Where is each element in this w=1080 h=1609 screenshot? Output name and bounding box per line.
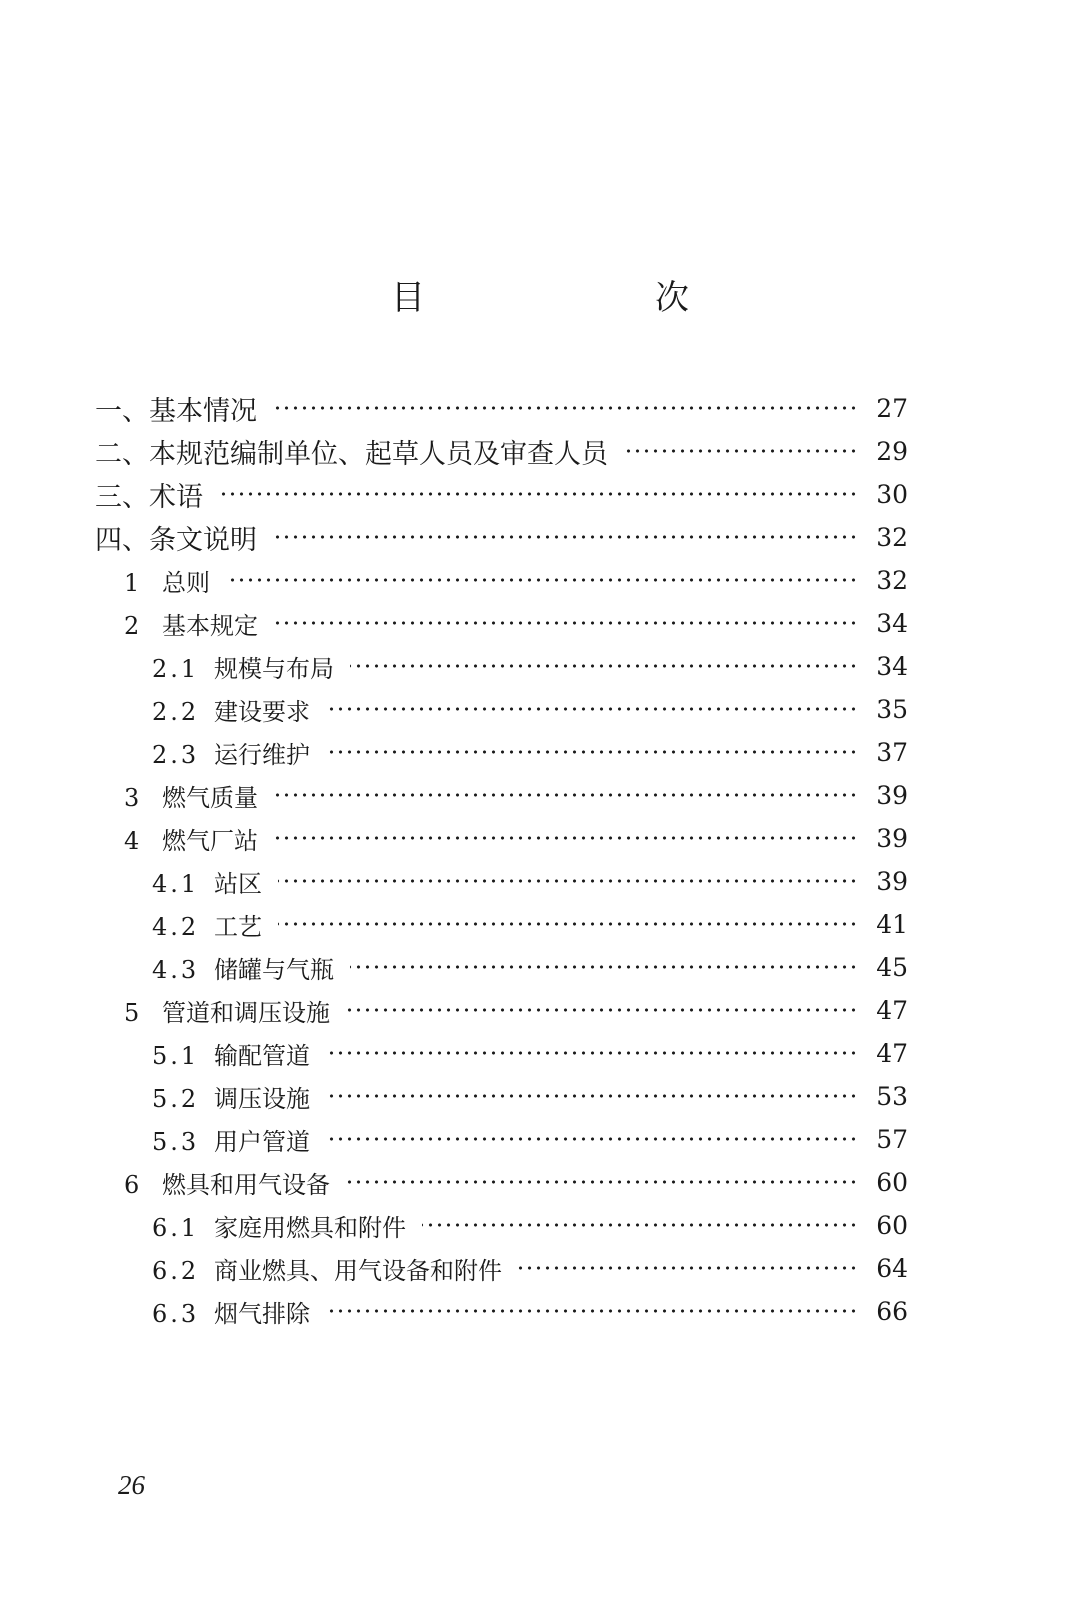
toc-entry-title: 一、基本情况 xyxy=(95,395,257,427)
toc-section-number: 2.3 xyxy=(152,740,200,769)
toc-entry[interactable] xyxy=(0,560,1080,600)
toc-entry-label xyxy=(124,563,210,598)
toc-entry-label xyxy=(95,518,257,557)
toc-entry[interactable] xyxy=(0,904,1080,944)
toc-entry-label xyxy=(152,1036,310,1071)
toc-entry[interactable] xyxy=(0,775,1080,815)
toc-entry-label xyxy=(152,907,262,942)
toc-entry-label xyxy=(152,1079,310,1114)
toc-section-number: 6.3 xyxy=(152,1299,200,1328)
dot-leader xyxy=(350,661,858,671)
toc-entry-title: 燃具和用气设备 xyxy=(162,1170,330,1199)
toc-entry-title: 规模与布局 xyxy=(214,654,334,683)
toc-entry[interactable] xyxy=(0,1291,1080,1331)
dot-leader xyxy=(422,1220,858,1230)
toc-entry[interactable] xyxy=(0,603,1080,643)
toc-section-number: 2.2 xyxy=(152,697,200,726)
dot-leader xyxy=(273,532,858,542)
toc-section-number: 2.1 xyxy=(152,654,200,683)
toc-entry-label xyxy=(124,1165,330,1200)
toc-entry-label xyxy=(152,692,310,727)
toc-page-number: 45 xyxy=(876,952,908,982)
toc-page-number: 47 xyxy=(876,995,908,1025)
toc-section-number: 6.1 xyxy=(152,1213,200,1242)
dot-leader xyxy=(278,876,858,886)
dot-leader xyxy=(326,1048,858,1058)
toc-entry[interactable] xyxy=(0,1248,1080,1288)
toc-entry-label xyxy=(152,1294,310,1329)
dot-leader xyxy=(350,962,858,972)
toc-entry-label xyxy=(124,778,258,813)
toc-entry-title: 储罐与气瓶 xyxy=(214,955,334,984)
toc-entry-label xyxy=(152,1208,406,1243)
dot-leader xyxy=(326,1306,858,1316)
dot-leader xyxy=(226,575,858,585)
dot-leader xyxy=(274,833,858,843)
toc-entry[interactable] xyxy=(0,646,1080,686)
toc-page-number: 53 xyxy=(876,1081,908,1111)
toc-page-number: 30 xyxy=(876,479,908,509)
toc-page-number: 60 xyxy=(876,1210,908,1240)
toc-entry[interactable] xyxy=(0,1033,1080,1073)
toc-entry-title: 家庭用燃具和附件 xyxy=(214,1213,406,1242)
toc-entry-title: 站区 xyxy=(214,869,262,898)
toc-section-number: 5.3 xyxy=(152,1127,200,1156)
toc-section-number: 5 xyxy=(124,998,140,1027)
footer-page-number: 26 xyxy=(118,1470,145,1500)
toc-entry[interactable] xyxy=(0,1205,1080,1245)
toc-entry[interactable] xyxy=(0,1076,1080,1116)
toc-entry-label xyxy=(152,864,262,899)
toc-entry[interactable] xyxy=(0,517,1080,557)
dot-leader xyxy=(346,1177,858,1187)
toc-page-number: 34 xyxy=(876,651,908,681)
toc-section-number: 4.3 xyxy=(152,955,200,984)
dot-leader xyxy=(326,704,858,714)
toc-entry-title: 基本规定 xyxy=(162,611,258,640)
toc-section-number: 1 xyxy=(124,568,140,597)
toc-entry-title: 输配管道 xyxy=(214,1041,310,1070)
toc-entry-title: 商业燃具、用气设备和附件 xyxy=(214,1256,502,1285)
toc-entry-title: 工艺 xyxy=(214,912,262,941)
toc-page-number: 64 xyxy=(876,1253,908,1283)
toc-page-number: 27 xyxy=(876,393,908,423)
dot-leader xyxy=(326,1134,858,1144)
toc-entry[interactable] xyxy=(0,689,1080,729)
dot-leader xyxy=(326,747,858,757)
toc-section-number: 4.2 xyxy=(152,912,200,941)
toc-entry-label xyxy=(95,475,203,514)
toc-page-number: 57 xyxy=(876,1124,908,1154)
toc-entry-label xyxy=(152,1251,502,1286)
toc-section-number: 4.1 xyxy=(152,869,200,898)
toc-entry[interactable] xyxy=(0,818,1080,858)
toc-page-number: 37 xyxy=(876,737,908,767)
toc-page-number: 32 xyxy=(876,522,908,552)
toc-entry[interactable] xyxy=(0,474,1080,514)
toc-entry-label xyxy=(152,649,334,684)
toc-entry-label xyxy=(152,1122,310,1157)
toc-section-number: 4 xyxy=(124,826,140,855)
toc-page-number: 41 xyxy=(876,909,908,939)
toc-section-number: 3 xyxy=(124,783,140,812)
toc-section-number: 2 xyxy=(124,611,140,640)
toc-section-number: 5.1 xyxy=(152,1041,200,1070)
toc-page-number: 29 xyxy=(876,436,908,466)
toc-entry-title: 燃气质量 xyxy=(162,783,258,812)
dot-leader xyxy=(326,1091,858,1101)
toc-page-number: 39 xyxy=(876,823,908,853)
page-title: 目 次 xyxy=(391,278,787,318)
toc-entry-title: 总则 xyxy=(162,568,210,597)
toc-entry[interactable] xyxy=(0,388,1080,428)
toc-entry-title: 二、本规范编制单位、起草人员及审查人员 xyxy=(95,438,608,470)
toc-page-number: 60 xyxy=(876,1167,908,1197)
toc-section-number: 6 xyxy=(124,1170,140,1199)
toc-entry-title: 三、术语 xyxy=(95,481,203,513)
toc-entry-label xyxy=(124,821,258,856)
toc-entry[interactable] xyxy=(0,861,1080,901)
dot-leader xyxy=(274,790,858,800)
toc-entry[interactable] xyxy=(0,1119,1080,1159)
toc-entry-title: 建设要求 xyxy=(214,697,310,726)
dot-leader xyxy=(278,919,858,929)
toc-page-number: 66 xyxy=(876,1296,908,1326)
toc-section-number: 6.2 xyxy=(152,1256,200,1285)
toc-entry-label xyxy=(124,606,258,641)
toc-page-number: 35 xyxy=(876,694,908,724)
toc-entry-title: 运行维护 xyxy=(214,740,310,769)
toc-entry[interactable] xyxy=(0,990,1080,1030)
toc-entry-title: 烟气排除 xyxy=(214,1299,310,1328)
toc-page-number: 32 xyxy=(876,565,908,595)
toc-entry-title: 用户管道 xyxy=(214,1127,310,1156)
toc-entry-label xyxy=(95,432,608,471)
dot-leader xyxy=(346,1005,858,1015)
toc-entry-title: 管道和调压设施 xyxy=(162,998,330,1027)
toc-entry-label xyxy=(152,735,310,770)
toc-entry[interactable] xyxy=(0,947,1080,987)
dot-leader xyxy=(273,403,858,413)
toc-entry[interactable] xyxy=(0,1162,1080,1202)
toc-entry-label xyxy=(152,950,334,985)
toc-entry-title: 四、条文说明 xyxy=(95,524,257,556)
toc-page-number: 47 xyxy=(876,1038,908,1068)
toc-page-number: 39 xyxy=(876,866,908,896)
toc-entry[interactable] xyxy=(0,431,1080,471)
toc-entry-title: 燃气厂站 xyxy=(162,826,258,855)
dot-leader xyxy=(624,446,858,456)
toc-entry-title: 调压设施 xyxy=(214,1084,310,1113)
toc-entry-label xyxy=(95,389,257,428)
toc-section-number: 5.2 xyxy=(152,1084,200,1113)
toc-page-number: 39 xyxy=(876,780,908,810)
dot-leader xyxy=(518,1263,858,1273)
toc-entry[interactable] xyxy=(0,732,1080,772)
toc-entry-label xyxy=(124,993,330,1028)
toc-page-number: 34 xyxy=(876,608,908,638)
dot-leader xyxy=(219,489,858,499)
dot-leader xyxy=(274,618,858,628)
